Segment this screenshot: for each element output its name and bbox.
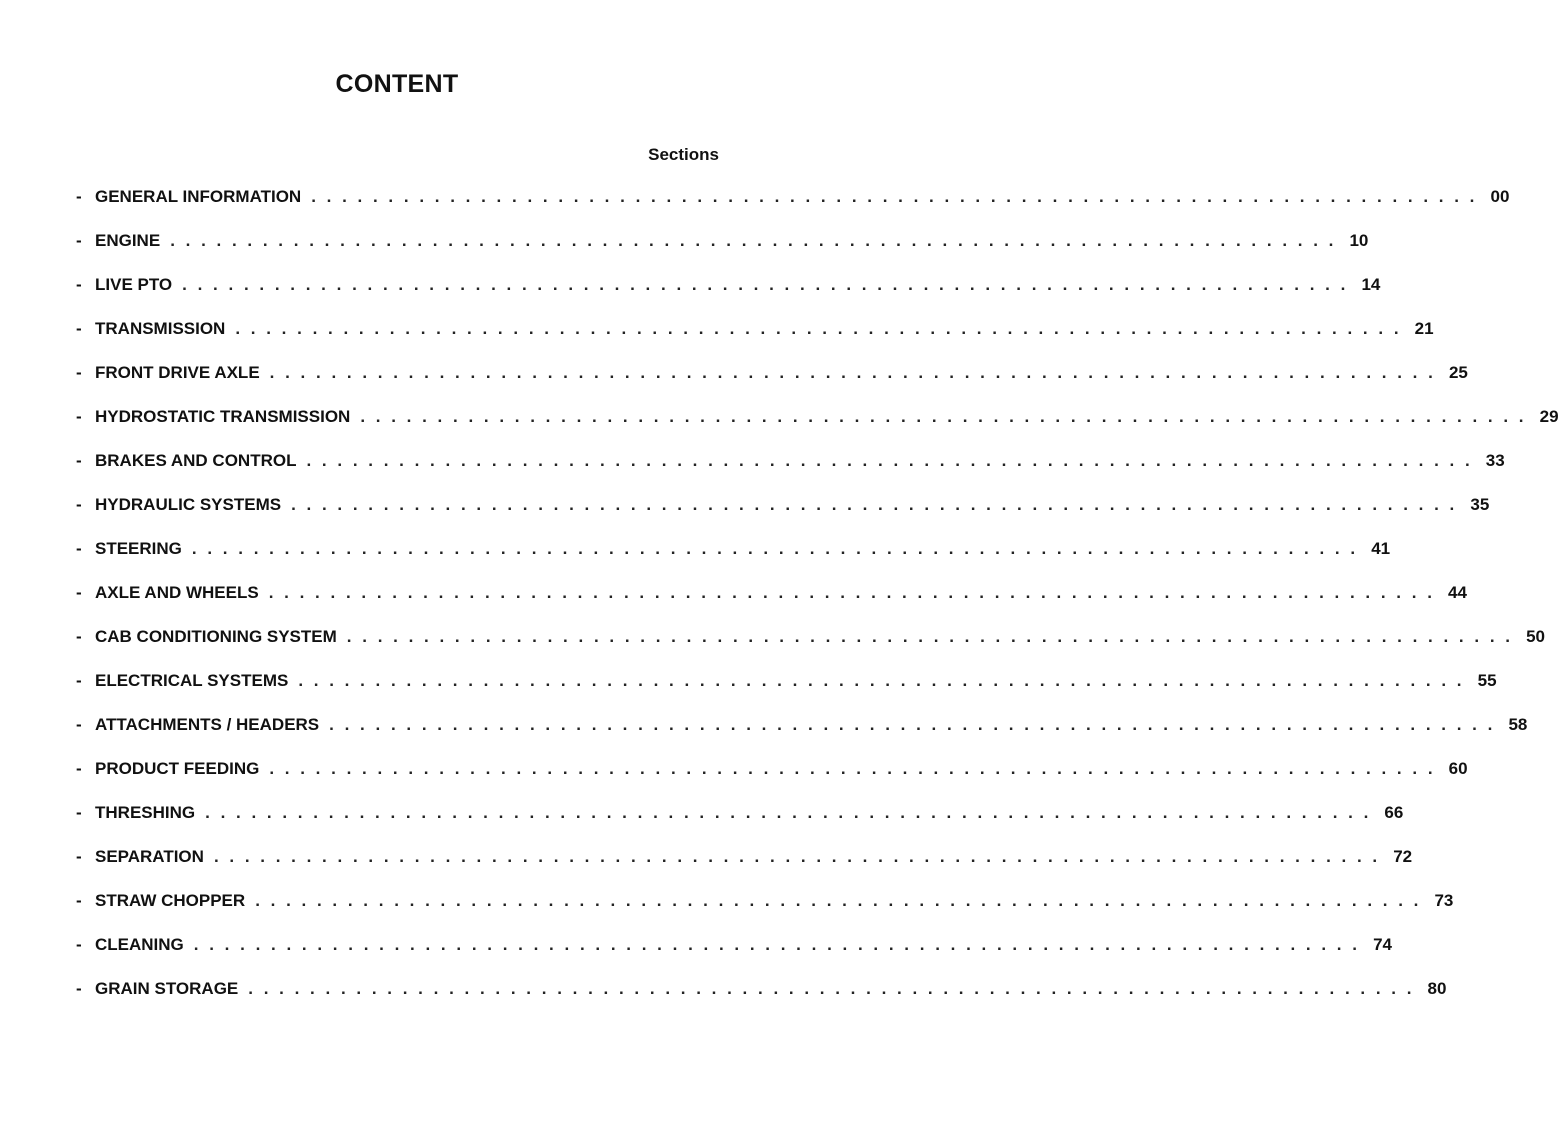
toc-dash: - bbox=[76, 231, 82, 250]
toc-leader-dots: . . . . . . . . . . . . . . . . . . . . . . . . . . . . . . . . . . . . . . . . . . . . . . . . . . . . . . . . . . . . . . . . . . . . . . . . . . . . bbox=[346, 627, 1513, 646]
toc-entry-title: BRAKES AND CONTROL bbox=[95, 451, 297, 470]
toc-dash: - bbox=[76, 539, 82, 558]
toc-dash: - bbox=[76, 187, 82, 206]
table-of-contents bbox=[76, 187, 1559, 1023]
toc-section-number: 33 bbox=[1485, 451, 1505, 470]
toc-leader-dots: . . . . . . . . . . . . . . . . . . . . . . . . . . . . . . . . . . . . . . . . . . . . . . . . . . . . . . . . . . . . . . . . . . . . . . . . . . . . bbox=[329, 715, 1496, 734]
toc-leader-dots: . . . . . . . . . . . . . . . . . . . . . . . . . . . . . . . . . . . . . . . . . . . . . . . . . . . . . . . . . . . . . . . . . . . . . . . . . . . . bbox=[235, 319, 1402, 338]
toc-entry[interactable] bbox=[76, 187, 1510, 231]
toc-dash: - bbox=[76, 803, 82, 822]
page-title: CONTENT bbox=[335, 70, 459, 98]
toc-leader-dots: . . . . . . . . . . . . . . . . . . . . . . . . . . . . . . . . . . . . . . . . . . . . . . . . . . . . . . . . . . . . . . . . . . . . . . . . . . . . bbox=[360, 407, 1527, 426]
toc-section-number: 35 bbox=[1470, 495, 1490, 514]
toc-leader-dots: . . . . . . . . . . . . . . . . . . . . . . . . . . . . . . . . . . . . . . . . . . . . . . . . . . . . . . . . . . . . . . . . . . . . . . . . . . . . bbox=[291, 495, 1458, 514]
toc-dash: - bbox=[76, 671, 82, 690]
toc-section-number: 50 bbox=[1526, 627, 1545, 646]
toc-entry[interactable] bbox=[76, 891, 1454, 935]
toc-dash: - bbox=[76, 407, 82, 426]
toc-entry-title: GRAIN STORAGE bbox=[95, 979, 239, 998]
toc-section-number: 72 bbox=[1393, 847, 1413, 866]
toc-entry[interactable] bbox=[76, 979, 1447, 1023]
toc-leader-dots: . . . . . . . . . . . . . . . . . . . . . . . . . . . . . . . . . . . . . . . . . . . . . . . . . . . . . . . . . . . . . . . . . . . . . . . . . . . . bbox=[269, 363, 1436, 382]
toc-section-number: 21 bbox=[1414, 319, 1434, 338]
toc-section-number: 55 bbox=[1477, 671, 1497, 690]
toc-leader-dots: . . . . . . . . . . . . . . . . . . . . . . . . . . . . . . . . . . . . . . . . . . . . . . . . . . . . . . . . . . . . . . . . . . . . . . . . . . . . bbox=[268, 583, 1435, 602]
toc-dash: - bbox=[76, 979, 82, 998]
toc-leader-dots: . . . . . . . . . . . . . . . . . . . . . . . . . . . . . . . . . . . . . . . . . . . . . . . . . . . . . . . . . . . . . . . . . . . . . . . . . . . . bbox=[205, 803, 1372, 822]
toc-dash: - bbox=[76, 627, 82, 646]
toc-dash: - bbox=[76, 363, 82, 382]
toc-dash: - bbox=[76, 451, 82, 470]
toc-entry-title: HYDRAULIC SYSTEMS bbox=[95, 495, 282, 514]
toc-leader-dots: . . . . . . . . . . . . . . . . . . . . . . . . . . . . . . . . . . . . . . . . . . . . . . . . . . . . . . . . . . . . . . . . . . . . . . . . . . . . bbox=[191, 539, 1359, 558]
toc-section-number: 73 bbox=[1434, 891, 1454, 910]
toc-entry-title: AXLE AND WHEELS bbox=[95, 583, 259, 602]
toc-entry[interactable] bbox=[76, 495, 1490, 539]
toc-entry-title: GENERAL INFORMATION bbox=[95, 187, 302, 206]
toc-entry-title: ATTACHMENTS / HEADERS bbox=[95, 715, 320, 734]
toc-entry[interactable] bbox=[76, 847, 1413, 891]
toc-entry-title: SEPARATION bbox=[95, 847, 204, 866]
toc-leader-dots: . . . . . . . . . . . . . . . . . . . . . . . . . . . . . . . . . . . . . . . . . . . . . . . . . . . . . . . . . . . . . . . . . . . . . . . . . . . . bbox=[255, 891, 1422, 910]
toc-leader-dots: . . . . . . . . . . . . . . . . . . . . . . . . . . . . . . . . . . . . . . . . . . . . . . . . . . . . . . . . . . . . . . . . . . . . . . . . . . . . bbox=[170, 231, 1337, 250]
toc-leader-dots: . . . . . . . . . . . . . . . . . . . . . . . . . . . . . . . . . . . . . . . . . . . . . . . . . . . . . . . . . . . . . . . . . . . . . . . . . . . . bbox=[269, 759, 1436, 778]
toc-dash: - bbox=[76, 319, 82, 338]
toc-entry[interactable] bbox=[76, 319, 1434, 363]
toc-entry-title: TRANSMISSION bbox=[95, 319, 226, 338]
toc-entry[interactable] bbox=[76, 583, 1467, 627]
toc-entry-title: STRAW CHOPPER bbox=[95, 891, 246, 910]
toc-section-number: 10 bbox=[1349, 231, 1369, 250]
toc-entry-title: HYDROSTATIC TRANSMISSION bbox=[95, 407, 351, 426]
toc-leader-dots: . . . . . . . . . . . . . . . . . . . . . . . . . . . . . . . . . . . . . . . . . . . . . . . . . . . . . . . . . . . . . . . . . . . . . . . . . . . . bbox=[213, 847, 1381, 866]
toc-section-number: 25 bbox=[1448, 363, 1468, 382]
toc-entry-title: ELECTRICAL SYSTEMS bbox=[95, 671, 289, 690]
toc-leader-dots: . . . . . . . . . . . . . . . . . . . . . . . . . . . . . . . . . . . . . . . . . . . . . . . . . . . . . . . . . . . . . . . . . . . . . . . . . . . . bbox=[306, 451, 1473, 470]
toc-entry[interactable] bbox=[76, 539, 1391, 583]
toc-dash: - bbox=[76, 715, 82, 734]
toc-entry-title: THRESHING bbox=[95, 803, 196, 822]
toc-section-number: 60 bbox=[1448, 759, 1468, 778]
toc-dash: - bbox=[76, 847, 82, 866]
toc-leader-dots: . . . . . . . . . . . . . . . . . . . . . . . . . . . . . . . . . . . . . . . . . . . . . . . . . . . . . . . . . . . . . . . . . . . . . . . . . . . . bbox=[311, 187, 1478, 206]
toc-section-number: 74 bbox=[1373, 935, 1392, 954]
toc-entry-title: FRONT DRIVE AXLE bbox=[95, 363, 260, 382]
toc-entry-title: STEERING bbox=[95, 539, 182, 558]
toc-entry[interactable] bbox=[76, 627, 1545, 671]
toc-entry[interactable] bbox=[76, 935, 1392, 979]
toc-section-number: 58 bbox=[1508, 715, 1528, 734]
toc-section-number: 00 bbox=[1490, 187, 1510, 206]
toc-entry-title: LIVE PTO bbox=[95, 275, 173, 294]
toc-entry-title: PRODUCT FEEDING bbox=[95, 759, 260, 778]
toc-entry[interactable] bbox=[76, 803, 1404, 847]
toc-dash: - bbox=[76, 759, 82, 778]
toc-section-number: 80 bbox=[1427, 979, 1447, 998]
sections-column-label: Sections bbox=[648, 145, 719, 164]
toc-dash: - bbox=[76, 583, 82, 602]
toc-leader-dots: . . . . . . . . . . . . . . . . . . . . . . . . . . . . . . . . . . . . . . . . . . . . . . . . . . . . . . . . . . . . . . . . . . . . . . . . . . . . bbox=[248, 979, 1415, 998]
toc-entry-title: ENGINE bbox=[95, 231, 161, 250]
toc-dash: - bbox=[76, 495, 82, 514]
toc-entry[interactable] bbox=[76, 715, 1528, 759]
toc-entry[interactable] bbox=[76, 451, 1505, 495]
toc-entry[interactable] bbox=[76, 671, 1497, 715]
toc-leader-dots: . . . . . . . . . . . . . . . . . . . . . . . . . . . . . . . . . . . . . . . . . . . . . . . . . . . . . . . . . . . . . . . . . . . . . . . . . . . . bbox=[182, 275, 1349, 294]
toc-entry-title: CAB CONDITIONING SYSTEM bbox=[95, 627, 337, 646]
toc-entry-title: CLEANING bbox=[95, 935, 184, 954]
toc-section-number: 29 bbox=[1539, 407, 1559, 426]
toc-entry[interactable] bbox=[76, 231, 1369, 275]
toc-leader-dots: . . . . . . . . . . . . . . . . . . . . . . . . . . . . . . . . . . . . . . . . . . . . . . . . . . . . . . . . . . . . . . . . . . . . . . . . . . . . bbox=[193, 935, 1360, 954]
toc-section-number: 14 bbox=[1361, 275, 1381, 294]
toc-section-number: 44 bbox=[1448, 583, 1467, 602]
toc-dash: - bbox=[76, 275, 82, 294]
toc-leader-dots: . . . . . . . . . . . . . . . . . . . . . . . . . . . . . . . . . . . . . . . . . . . . . . . . . . . . . . . . . . . . . . . . . . . . . . . . . . . . bbox=[298, 671, 1465, 690]
toc-section-number: 41 bbox=[1371, 539, 1391, 558]
toc-section-number: 66 bbox=[1384, 803, 1404, 822]
toc-entry[interactable] bbox=[76, 363, 1468, 407]
toc-entry[interactable] bbox=[76, 407, 1559, 451]
toc-entry[interactable] bbox=[76, 275, 1381, 319]
toc-entry[interactable] bbox=[76, 759, 1468, 803]
toc-dash: - bbox=[76, 935, 82, 954]
toc-dash: - bbox=[76, 891, 82, 910]
